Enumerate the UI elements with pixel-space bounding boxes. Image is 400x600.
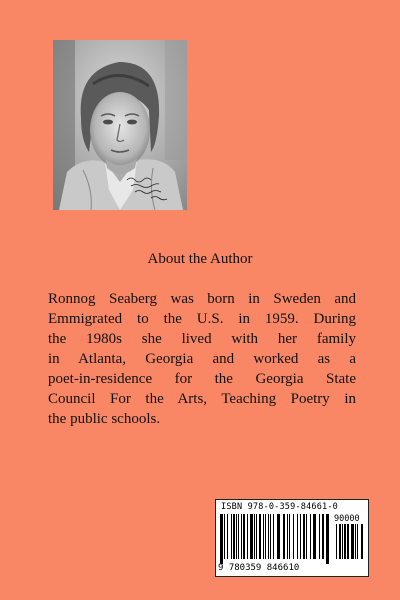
bio-line: the 1980s she lived with her family bbox=[48, 331, 356, 347]
bio-line: the public schools. bbox=[48, 411, 161, 427]
bio-line: in Atlanta, Georgia and worked as a bbox=[48, 351, 356, 367]
author-portrait-image bbox=[53, 40, 187, 210]
barcode-digits: 9 780359 846610 bbox=[218, 563, 300, 573]
about-author-heading: About the Author bbox=[147, 251, 253, 267]
barcode-bars bbox=[219, 514, 331, 564]
price-barcode-bars bbox=[335, 524, 365, 564]
bio-line: Ronnog Seaberg was born in Sweden and bbox=[48, 291, 356, 307]
bio-line: Emmigrated to the U.S. in 1959. During bbox=[48, 311, 356, 327]
bio-line: poet-in-residence for the Georgia State bbox=[48, 371, 356, 387]
isbn-number: ISBN 978-0-359-84661-0 bbox=[221, 502, 338, 512]
author-photo bbox=[53, 40, 187, 210]
author-bio bbox=[48, 289, 356, 429]
price-code: 90000 bbox=[334, 514, 360, 524]
isbn-barcode bbox=[215, 499, 369, 577]
bio-line: Council For the Arts, Teaching Poetry in bbox=[48, 391, 356, 407]
